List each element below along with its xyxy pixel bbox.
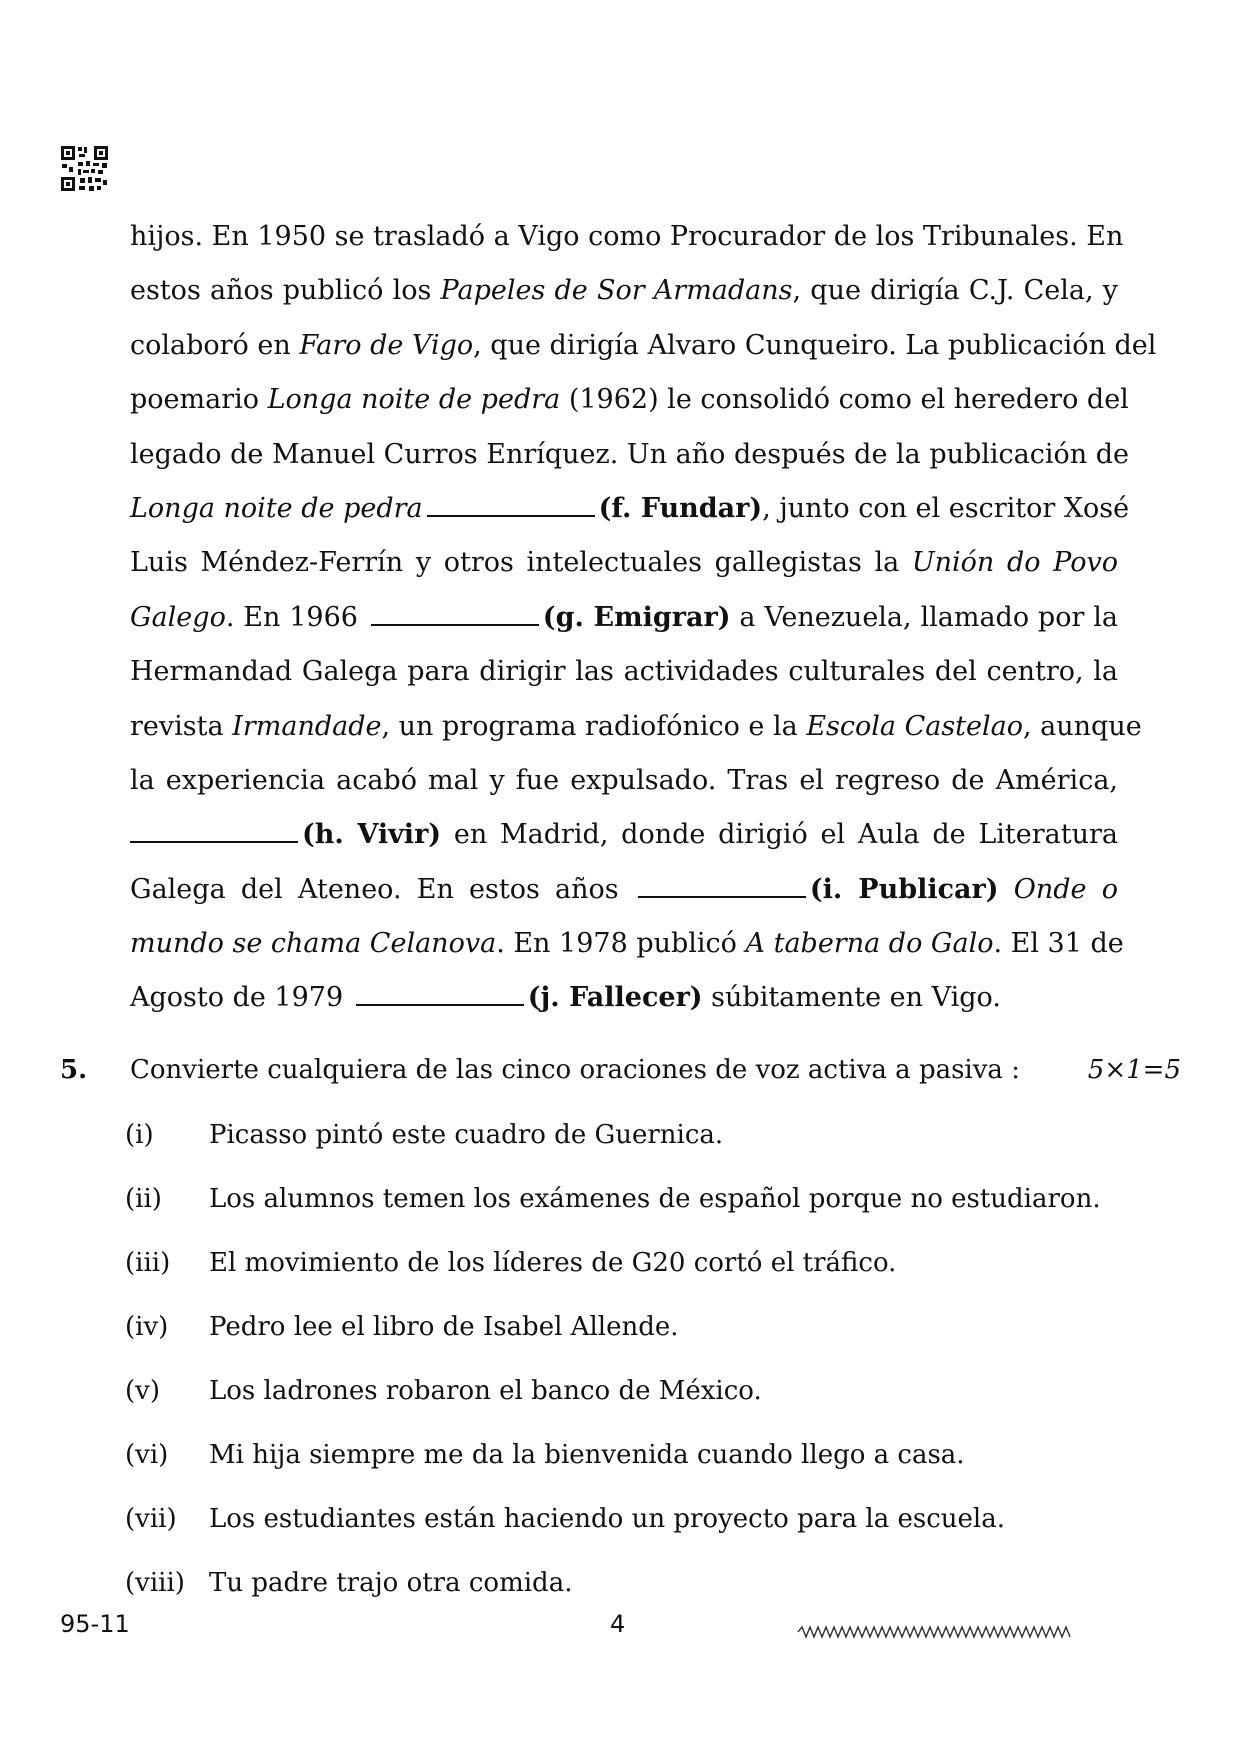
work-title: Papeles de Sor Armadans xyxy=(440,275,793,307)
passage-line xyxy=(130,700,1142,754)
verb-hint: (j. Fallecer) xyxy=(527,982,703,1014)
passage-text: , junto con el escritor Xosé xyxy=(762,492,1130,524)
passage-line xyxy=(130,971,1118,1025)
passage-text: Hermandad Galega para dirigir las actividades culturales del centro, la xyxy=(130,656,1118,688)
option-item xyxy=(125,1118,1125,1182)
answer-blank-f[interactable] xyxy=(427,489,595,517)
passage-line xyxy=(130,319,1157,373)
work-title: Irmandade xyxy=(232,710,382,742)
verb-hint: (g. Emigrar) xyxy=(542,601,731,633)
passage xyxy=(130,210,1157,1026)
option-number: (ii) xyxy=(125,1184,162,1214)
verb-hint: (i. Publicar) xyxy=(809,873,999,905)
passage-text: súbitamente en Vigo. xyxy=(702,982,1001,1014)
passage-text: la experiencia acabó mal y fue expulsado. Tras el regreso de América, xyxy=(130,764,1118,796)
option-text: Picasso pintó este cuadro de Guernica. xyxy=(209,1120,724,1150)
question-number: 5. xyxy=(60,1055,88,1085)
passage-text: poemario xyxy=(130,384,268,416)
passage-line xyxy=(130,428,1130,482)
work-title: Escola Castelao xyxy=(806,710,1023,742)
passage-text: . El 31 de xyxy=(993,928,1124,960)
answer-blank-j[interactable] xyxy=(356,978,524,1006)
options-list xyxy=(125,1118,1125,1630)
passage-text: , un programa radiofónico e la xyxy=(381,710,807,742)
passage-line xyxy=(130,917,1124,971)
option-text: Mi hija siempre me da la bienvenida cuando llego a casa. xyxy=(209,1440,965,1470)
answer-blank-h[interactable] xyxy=(130,815,298,843)
passage-text: colaboró en xyxy=(130,329,300,361)
work-title: Longa noite de pedra xyxy=(130,492,423,524)
verb-hint: (f. Fundar) xyxy=(598,492,763,524)
passage-line xyxy=(130,482,1130,536)
option-text: Los alumnos temen los exámenes de español porque no estudiaron. xyxy=(209,1184,1101,1214)
passage-text: Agosto de 1979 xyxy=(130,982,352,1014)
question-marks: 5×1=5 xyxy=(1087,1055,1181,1085)
page-number: 4 xyxy=(610,1610,626,1638)
passage-text: Luis Méndez-Ferrín y otros intelectuales gallegistas la xyxy=(130,547,912,579)
option-text: El movimiento de los líderes de G20 cortó el tráfico. xyxy=(209,1248,897,1278)
option-text: Los estudiantes están haciendo un proyecto para la escuela. xyxy=(209,1504,1006,1534)
passage-text: (1962) le consolidó como el heredero del xyxy=(560,384,1129,416)
passage-text: . En 1978 publicó xyxy=(496,928,746,960)
option-number: (v) xyxy=(125,1376,160,1406)
work-title: Onde o xyxy=(1013,873,1118,905)
passage-line xyxy=(130,754,1118,808)
option-number: (iv) xyxy=(125,1312,169,1342)
verb-hint: (h. Vivir) xyxy=(302,819,442,851)
passage-text: hijos. En 1950 se trasladó a Vigo como Procurador de los Tribunales. En xyxy=(130,221,1124,252)
option-number: (iii) xyxy=(125,1248,171,1278)
work-title: Longa noite de pedra xyxy=(267,384,561,416)
option-item xyxy=(125,1438,1125,1502)
passage-line xyxy=(130,808,1118,862)
passage-text: , que dirigía Alvaro Cunqueiro. La publicación del xyxy=(473,329,1157,361)
passage-line xyxy=(130,591,1118,645)
option-number: (viii) xyxy=(125,1568,185,1598)
qr-code-icon xyxy=(60,145,109,192)
passage-text: , aunque xyxy=(1023,710,1142,742)
question-prompt: Convierte cualquiera de las cinco oraciones de voz activa a pasiva : xyxy=(130,1055,1020,1085)
squiggle-line-icon xyxy=(798,1625,1046,1639)
option-text: Pedro lee el libro de Isabel Allende. xyxy=(209,1312,679,1342)
option-item xyxy=(125,1310,1125,1374)
option-item xyxy=(125,1502,1125,1566)
paper-code: 95-11 xyxy=(60,1610,130,1638)
passage-line xyxy=(130,264,1118,318)
option-number: (vi) xyxy=(125,1440,169,1470)
passage-text: . En 1966 xyxy=(225,601,367,633)
passage-text: Galega del Ateneo. En estos años xyxy=(130,873,634,905)
work-title: Unión do Povo xyxy=(911,547,1118,579)
work-title: mundo se chama Celanova xyxy=(130,928,497,960)
answer-blank-i[interactable] xyxy=(638,870,806,898)
passage-text: , que dirigía C.J. Cela, y xyxy=(792,275,1118,307)
option-number: (i) xyxy=(125,1120,154,1150)
option-number: (vii) xyxy=(125,1504,177,1534)
passage-line xyxy=(130,210,1124,264)
option-item xyxy=(125,1182,1125,1246)
passage-line xyxy=(130,373,1129,427)
passage-text: estos años publicó los xyxy=(130,275,441,307)
option-text: Tu padre trajo otra comida. xyxy=(209,1568,573,1598)
passage-line xyxy=(130,536,1118,590)
passage-line xyxy=(130,645,1118,699)
passage-text: legado de Manuel Curros Enríquez. Un año después de la publicación de xyxy=(130,438,1130,470)
option-item xyxy=(125,1246,1125,1310)
answer-blank-g[interactable] xyxy=(371,598,539,626)
option-text: Los ladrones robaron el banco de México. xyxy=(209,1376,762,1406)
passage-line xyxy=(130,863,1118,917)
work-title: A taberna do Galo xyxy=(745,928,994,960)
work-title: Faro de Vigo xyxy=(299,329,474,361)
passage-text: a Venezuela, llamado por la xyxy=(730,601,1118,633)
passage-text: revista xyxy=(130,710,233,742)
option-item xyxy=(125,1374,1125,1438)
work-title: Galego xyxy=(130,601,226,633)
passage-text: en Madrid, donde dirigió el Aula de Literatura xyxy=(441,819,1118,851)
